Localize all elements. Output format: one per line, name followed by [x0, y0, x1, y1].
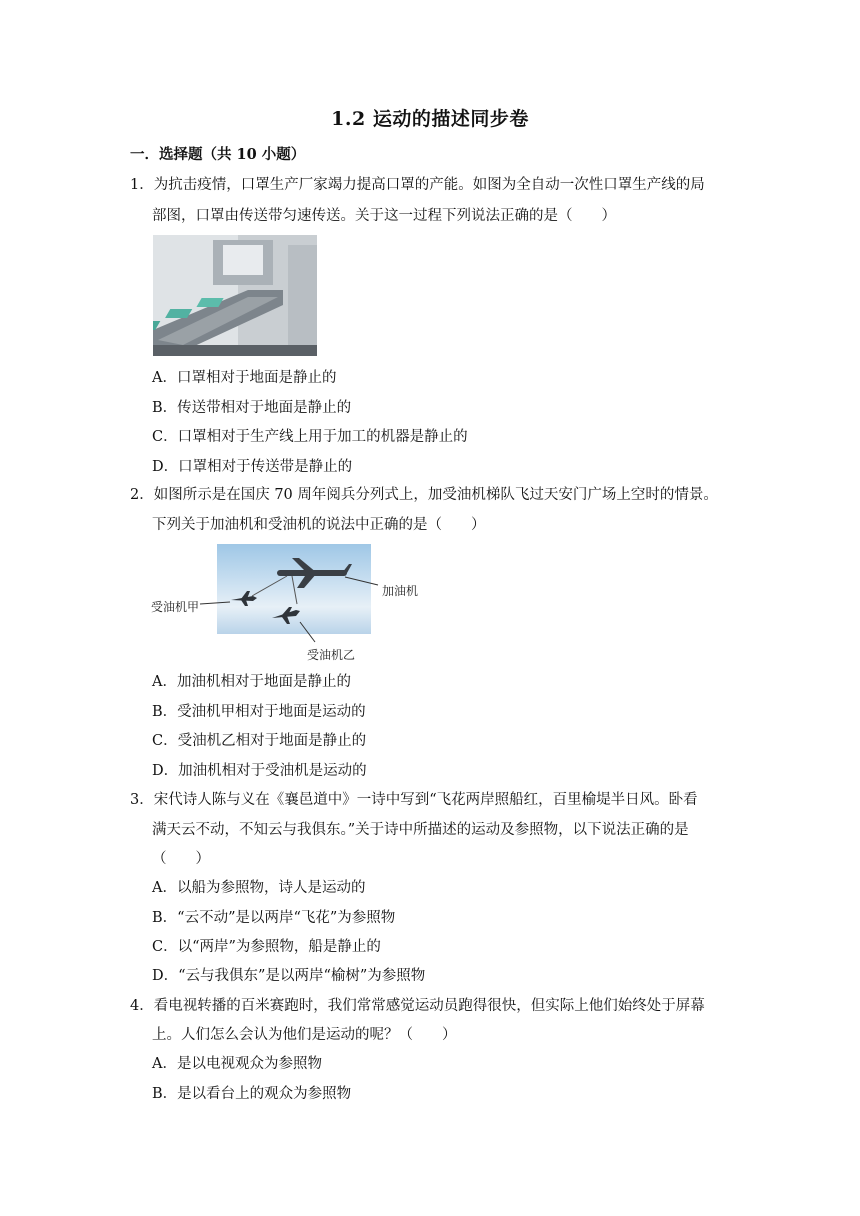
question-4-line-2: 上。人们怎么会认为他们是运动的呢？（ ）	[152, 1027, 457, 1043]
question-1-option-a: A．口罩相对于地面是静止的	[152, 370, 337, 386]
question-3-option-a: A．以船为参照物，诗人是运动的	[152, 880, 366, 896]
label-tanker: 加油机	[382, 584, 419, 598]
question-1-line-1: 1．为抗击疫情，口罩生产厂家竭力提高口罩的产能。如图为全自动一次性口罩生产线的局	[130, 177, 705, 193]
question-2-line-2: 下列关于加油机和受油机的说法中正确的是（ ）	[152, 517, 486, 533]
question-3-line-2: 满天云不动，不知云与我俱东。”关于诗中所描述的运动及参照物，以下说法正确的是	[152, 822, 689, 838]
mask-production-line-image	[153, 235, 317, 356]
question-1-line-2: 部图，口罩由传送带匀速传送。关于这一过程下列说法正确的是（ ）	[152, 208, 616, 224]
question-3-option-d: D．“云与我俱东”是以两岸“榆树”为参照物	[152, 968, 426, 984]
question-4-option-a: A．是以电视观众为参照物	[152, 1056, 322, 1072]
question-1-option-d: D．口罩相对于传送带是静止的	[152, 459, 353, 475]
question-1-option-c: C．口罩相对于生产线上用于加工的机器是静止的	[152, 429, 468, 445]
question-4-option-b: B．是以看台上的观众为参照物	[152, 1086, 352, 1102]
question-2-option-b: B．受油机甲相对于地面是运动的	[152, 704, 366, 720]
question-4-line-1: 4．看电视转播的百米赛跑时，我们常常感觉运动员跑得很快，但实际上他们始终处于屏幕	[130, 998, 705, 1014]
question-3-line-3: （ ）	[152, 851, 210, 867]
question-1-option-b: B．传送带相对于地面是静止的	[152, 400, 352, 416]
label-receiver-b: 受油机乙	[307, 648, 356, 662]
refueling-aircraft-image	[217, 544, 371, 634]
question-2-option-c: C．受油机乙相对于地面是静止的	[152, 733, 367, 749]
label-receiver-a: 受油机甲	[151, 600, 200, 614]
section-heading: 一．选择题（共 10 小题）	[130, 146, 306, 163]
question-2-option-d: D．加油机相对于受油机是运动的	[152, 763, 367, 779]
question-3-line-1: 3．宋代诗人陈与义在《襄邑道中》一诗中写到“飞花两岸照船红，百里榆堤半日风。卧看	[130, 792, 698, 808]
question-3-option-b: B．“云不动”是以两岸“飞花”为参照物	[152, 910, 396, 926]
question-2-option-a: A．加油机相对于地面是静止的	[152, 674, 351, 690]
question-2-line-1: 2．如图所示是在国庆 70 周年阅兵分列式上，加受油机梯队飞过天安门广场上空时的情景。	[130, 487, 718, 503]
question-3-option-c: C．以“两岸”为参照物，船是静止的	[152, 939, 381, 955]
page-title: 1.2 运动的描述同步卷	[331, 108, 529, 130]
